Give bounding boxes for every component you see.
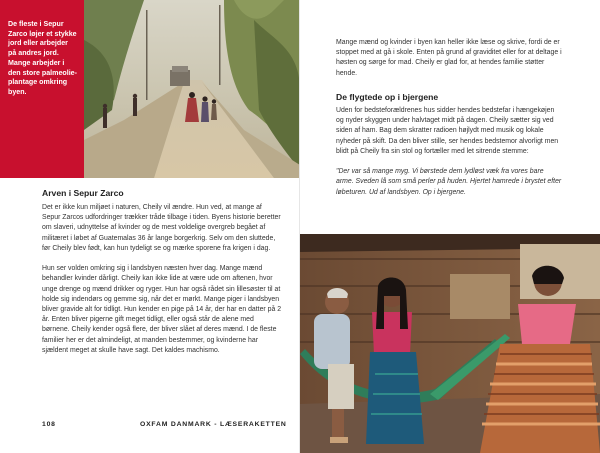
paragraph: Mange mænd og kvinder i byen kan heller ikke læse og skrive, fordi de er stoppet med at gå i skole. Enten på grund af graviditet eller for at deltage i høsten og sørge for mad. Cheily er glad for, at hendes familie støtter hende. [336,39,562,77]
section-title-bjergene: De flygtede op i bjergene [336,92,439,102]
left-body-text [42,203,282,366]
right-intro-text [336,38,562,89]
right-body-text [336,106,562,208]
quote-paragraph: "Der var så mange myg. Vi børstede dem lydløst væk fra vores bare arme. Sveden lå som små perler på huden. Hjertet hamrede i brystet efter løbeturen. Ud af landsbyen. Op i bjergene. [336,168,562,196]
page-number: 108 [42,421,56,428]
village-road-photo [84,0,300,178]
paragraph: Det er ikke kun miljøet i naturen, Cheily vil ændre. Hun ved, at mange af Sepur Zarcos udfordringer trækker tråde tilbage i tiden. Byens historie beretter om slaveri, udnyttelse af kvinder og de mest voldelige overgreb begået af militæret i løbet af Guatemalas 36 år lange borgerkrig. Selv om den sluttede, før Cheily blev født, kan hun tydeligt se og mærke sporene fra krigen i dag. [42,204,281,252]
section-title-arven: Arven i Sepur Zarco [42,188,124,198]
sidebar-fact-box [0,0,84,178]
sidebar-fact-text: De fleste i Sepur Zarco løjer et stykke jord eller arbejder på andres jord. Mange arbejder i den store palmeolie-plantage omkring byen. [8,20,77,96]
family-porch-photo [300,234,600,453]
publication-title: OXFAM DANMARK - LÆSERAKETTEN [140,421,287,428]
paragraph: Hun ser volden omkring sig i landsbyen næsten hver dag. Mange mænd behandler kvinder dårligt. Cheily kan ikke lide at være ude om aftenen, hvor unge drenge og mænd drikker og ryger. Hun har også rådet sin lillesøster til at holde sig indendørs og gemme sig, når det er mørkt. Mange piger i landsbyen bliver gravide alt for tidligt. Hun kender en pige på 14 år, der har en datter på 2 år. Enten bliver pigerne gift meget tidligt, eller også står de alene med børnene. Cheily kender også flere, der bliver slået af deres mænd. I de fleste familier her er det almindeligt, at manden bestemmer, og kvinderne har sjældent meget at skulle have sagt. Det kaldes machismo. [42,265,282,354]
paragraph: Uden for bedsteforældrenes hus sidder hendes bedstefar i hængekøjen og nyder skyggen under halvtaget midt på dagen. Cheily sætter sig ved siden af ham. Bag dem skratter radioen højlydt med musik og lokale nyheder på skift. Da den bliver stille, ser hendes bedstemor alvorligt men blidt på Cheily fra sin stol og fortæller med let sitrende stemme: [336,107,559,155]
